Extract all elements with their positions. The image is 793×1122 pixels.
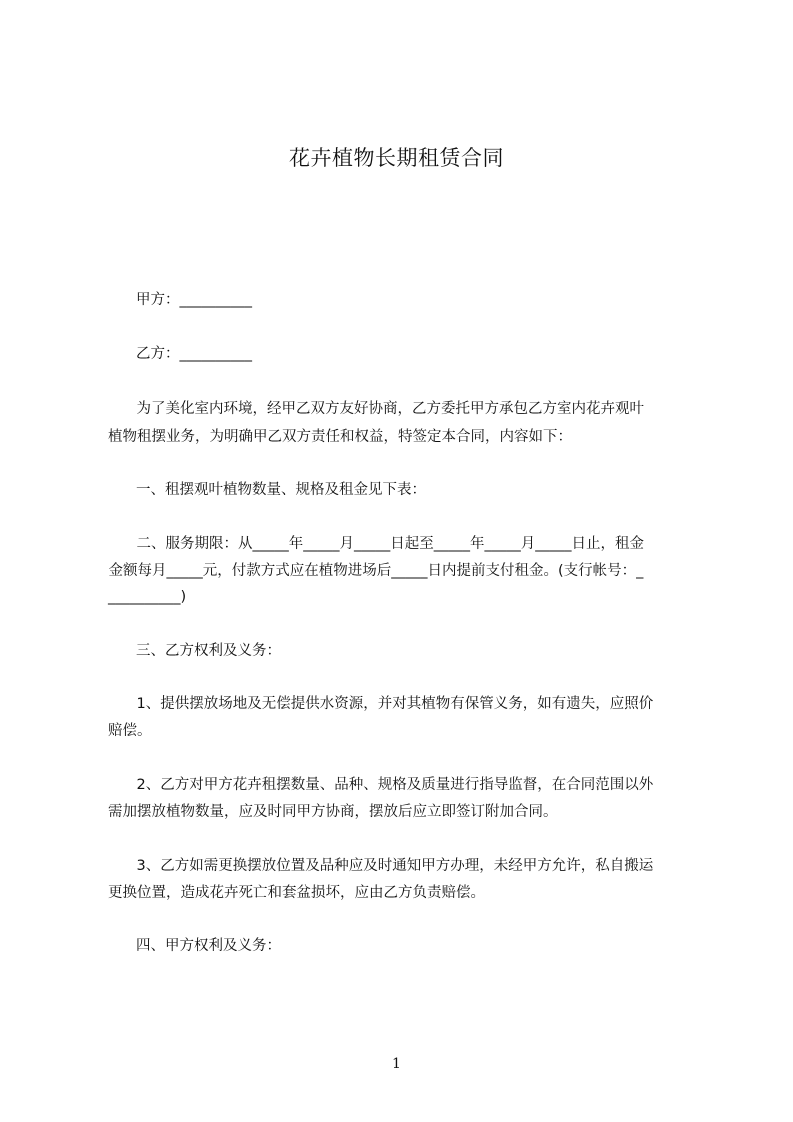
- party-a-line: 甲方：__________: [136, 292, 252, 308]
- item-2-line-2: 需加摆放植物数量，应及时同甲方协商，摆放后应立即签订附加合同。: [108, 804, 558, 820]
- page-title: 花卉植物长期租赁合同: [289, 146, 504, 170]
- item-3-line-2: 更换位置，造成花卉死亡和套盆损坏，应由乙方负责赔偿。: [108, 885, 485, 901]
- section-2-line-3: __________): [108, 589, 187, 605]
- item-1-line-2: 赔偿。: [108, 723, 152, 739]
- page-number: 1: [392, 1056, 401, 1072]
- section-2-line-1: 二、服务期限：从_____年_____月_____日起至_____年_____月_____日止，租金: [122, 536, 644, 552]
- item-3-line-1: 3、乙方如需更换摆放位置及品种应及时通知甲方办理，未经甲方允许，私自搬运: [122, 858, 654, 874]
- item-2-line-1: 2、乙方对甲方花卉租摆数量、品种、规格及质量进行指导监督，在合同范围以外: [122, 777, 654, 793]
- section-1-heading: 一、租摆观叶植物数量、规格及租金见下表：: [136, 482, 426, 498]
- intro-paragraph-line-2: 植物租摆业务，为明确甲乙双方责任和权益，特签定本合同，内容如下：: [108, 429, 572, 445]
- party-b-line: 乙方：__________: [136, 346, 252, 362]
- intro-paragraph-line-1: 为了美化室内环境，经甲乙双方友好协商，乙方委托甲方承包乙方室内花卉观叶: [122, 401, 644, 417]
- section-2-line-2: 金额每月_____元，付款方式应在植物进场后_____日内提前支付租金。(支行帐号：_: [94, 563, 644, 579]
- section-4-heading: 四、甲方权利及义务：: [136, 938, 281, 954]
- item-1-line-1: 1、提供摆放场地及无偿提供水资源，并对其植物有保管义务，如有遗失，应照价: [122, 696, 654, 712]
- section-3-heading: 三、乙方权利及义务：: [136, 643, 281, 659]
